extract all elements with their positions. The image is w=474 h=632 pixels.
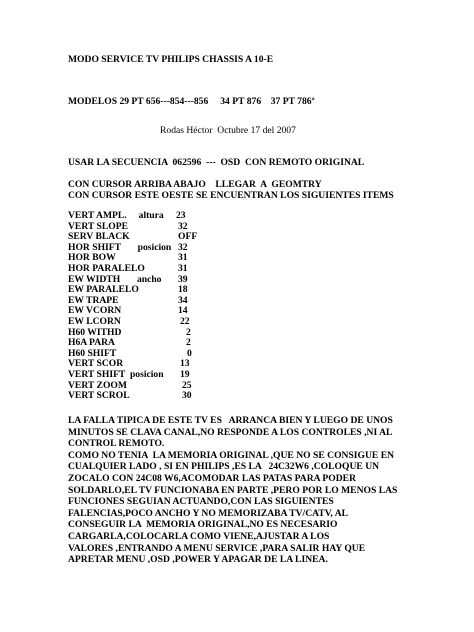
parameter-value: 22 — [180, 315, 190, 327]
parameter-name: VERT ZOOM — [68, 379, 127, 391]
sequence-instruction: USAR LA SECUENCIA 062596 --- OSD CON REMOTO ORIGINAL — [68, 157, 365, 168]
parameter-name: VERT SCROL — [68, 390, 130, 402]
paragraph-line: FALENCIAS,POCO ANCHO Y NO MEMORIZABA TV/CATV, AL — [68, 507, 349, 519]
parameter-row — [68, 211, 268, 222]
failure-description — [68, 415, 408, 566]
parameter-name: HOR PARALELO — [68, 262, 145, 274]
parameter-value: 13 — [180, 358, 190, 370]
parameter-name: EW VCORN — [68, 305, 122, 317]
paragraph-line: APRETAR MENU ,OSD ,POWER Y APAGAR DE LA LINEA. — [68, 554, 328, 566]
parameter-name: VERT SCOR — [68, 358, 124, 370]
paragraph-line: CUALQUIER LADO , SI EN PHILIPS ,ES LA 24C32W6 ,COLOQUE UN — [68, 461, 380, 473]
paragraph-line: CARGARLA,COLOCARLA COMO VIENE,AJUSTAR A LOS — [68, 530, 330, 542]
paragraph-line: MINUTOS SE CLAVA CANAL,NO RESPONDE A LOS CONTROLES ,NI AL — [68, 426, 393, 438]
parameter-value: 32 — [178, 241, 188, 253]
parameter-name: SERV BLACK — [68, 231, 130, 243]
parameter-name: HOR BOW — [68, 252, 116, 264]
parameter-value: 32 — [178, 220, 188, 232]
paragraph-line: ZOCALO CON 24C08 W6,ACOMODAR LAS PATAS PARA PODER — [68, 472, 356, 484]
parameter-name: VERT AMPL. altura — [68, 210, 164, 221]
parameter-value: 31 — [178, 262, 188, 274]
parameter-name: H60 WITHD — [68, 326, 122, 338]
models-line: MODELOS 29 PT 656---854---856 34 PT 876 37 PT 786ª — [68, 96, 315, 107]
paragraph-line: CONTROL REMOTO. — [68, 438, 165, 450]
parameter-value: 0 — [187, 347, 192, 359]
parameter-row — [68, 317, 268, 328]
parameter-value: 34 — [178, 294, 188, 306]
author-date: Rodas Héctor Octubre 17 del 2007 — [160, 125, 296, 136]
parameter-value: 39 — [178, 273, 188, 285]
parameter-name: VERT SLOPE — [68, 220, 128, 232]
parameter-name: H60 SHIFT — [68, 347, 117, 359]
parameter-value: 14 — [178, 305, 188, 317]
parameter-row — [68, 391, 268, 402]
paragraph-line: COMO NO TENIA LA MEMORIA ORIGINAL ,QUE NO SE CONSIGUE EN — [68, 449, 395, 461]
parameter-name: EW WIDTH ancho — [68, 273, 162, 285]
parameter-name: HOR SHIFT posicion — [68, 241, 172, 253]
parameter-value: OFF — [178, 231, 198, 243]
parameter-value: 31 — [178, 252, 188, 264]
parameter-row — [68, 264, 268, 275]
parameter-value: 2 — [186, 326, 191, 338]
parameter-value: 18 — [178, 284, 188, 296]
cursor-instruction-2: CON CURSOR ESTE OESTE SE ENCUENTRAN LOS SIGUIENTES ITEMS — [68, 190, 394, 201]
parameter-value: 30 — [182, 390, 192, 402]
paragraph-line: CONSEGUIR LA MEMORIA ORIGINAL,NO ES NECESARIO — [68, 519, 338, 531]
cursor-instruction-1: CON CURSOR ARRIBA ABAJO LLEGAR A GEOMTRY — [68, 179, 322, 190]
parameter-row — [68, 370, 268, 381]
parameter-list — [68, 211, 268, 402]
parameter-name: EW LCORN — [68, 315, 121, 327]
parameter-value: 23 — [176, 210, 186, 221]
paragraph-line: LA FALLA TIPICA DE ESTE TV ES ARRANCA BIEN Y LUEGO DE UNOS — [68, 415, 393, 426]
parameter-name: H6A PARA — [68, 337, 115, 349]
paragraph-line: FUNCIONES SEGUIAN ACTUANDO,CON LAS SIGUIENTES — [68, 496, 334, 508]
paragraph-line: SOLDARLO,EL TV FUNCIONABA EN PARTE ,PERO POR LO MENOS LAS — [68, 484, 398, 496]
document-title: MODO SERVICE TV PHILIPS CHASSIS A 10-E — [68, 54, 274, 65]
parameter-value: 19 — [180, 368, 190, 380]
parameter-name: VERT SHIFT posicion — [68, 368, 164, 380]
parameter-value: 2 — [186, 337, 191, 349]
paragraph-line: VALORES ,ENTRANDO A MENU SERVICE ,PARA SALIR HAY QUE — [68, 542, 366, 554]
parameter-name: EW PARALELO — [68, 284, 139, 296]
parameter-name: EW TRAPE — [68, 294, 119, 306]
parameter-value: 25 — [182, 379, 192, 391]
